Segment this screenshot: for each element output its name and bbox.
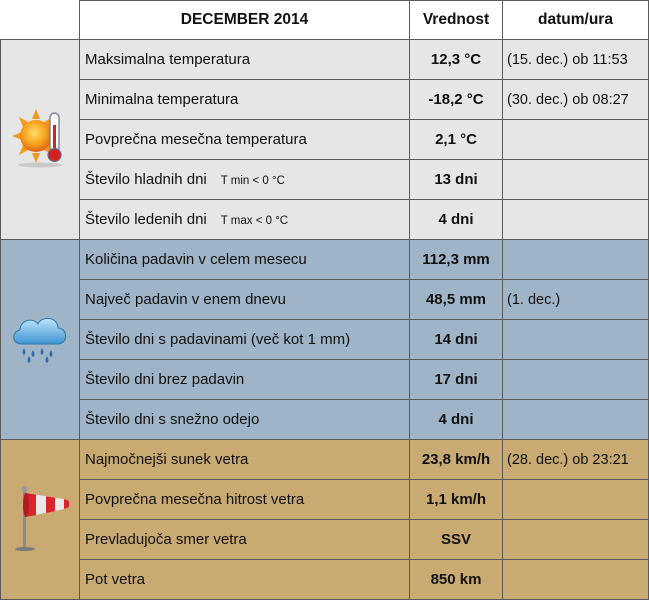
row-value: 17 dni bbox=[410, 360, 503, 400]
row-label: Število dni brez padavin bbox=[80, 360, 410, 400]
row-value: -18,2 °C bbox=[410, 80, 503, 120]
row-value: 23,8 km/h bbox=[410, 440, 503, 480]
row-date: (28. dec.) ob 23:21 bbox=[503, 440, 649, 480]
row-label: Maksimalna temperatura bbox=[80, 40, 410, 80]
table-row bbox=[1, 120, 649, 160]
value-column-header: Vrednost bbox=[410, 1, 503, 40]
temperature-group bbox=[1, 40, 649, 240]
row-label: Število hladnih dni T min < 0 °C bbox=[80, 160, 410, 200]
row-label: Minimalna temperatura bbox=[80, 80, 410, 120]
table-row bbox=[1, 320, 649, 360]
row-label: Število dni s padavinami (več kot 1 mm) bbox=[80, 320, 410, 360]
table-row bbox=[1, 40, 649, 80]
row-label: Število dni s snežno odejo bbox=[80, 400, 410, 440]
wind-group bbox=[1, 440, 649, 600]
table-row bbox=[1, 280, 649, 320]
row-label: Največ padavin v enem dnevu bbox=[80, 280, 410, 320]
table-row bbox=[1, 360, 649, 400]
sun-thermometer-icon bbox=[10, 107, 70, 169]
precipitation-icon-cell bbox=[1, 240, 80, 440]
table-row bbox=[1, 440, 649, 480]
wind-icon-cell bbox=[1, 440, 80, 600]
row-value: 4 dni bbox=[410, 400, 503, 440]
windsock-icon bbox=[9, 483, 71, 553]
row-value: 850 km bbox=[410, 560, 503, 600]
date-column-header: datum/ura bbox=[503, 1, 649, 40]
row-label: Najmočnejši sunek vetra bbox=[80, 440, 410, 480]
row-date: (15. dec.) ob 11:53 bbox=[503, 40, 649, 80]
corner-cell bbox=[1, 1, 80, 40]
rain-cloud-icon bbox=[9, 310, 71, 366]
row-date bbox=[503, 480, 649, 520]
row-value: 4 dni bbox=[410, 200, 503, 240]
row-date bbox=[503, 320, 649, 360]
table-row bbox=[1, 560, 649, 600]
row-value: 12,3 °C bbox=[410, 40, 503, 80]
table-row bbox=[1, 200, 649, 240]
row-date bbox=[503, 360, 649, 400]
row-value: 14 dni bbox=[410, 320, 503, 360]
row-date: (1. dec.) bbox=[503, 280, 649, 320]
row-label: Povprečna mesečna temperatura bbox=[80, 120, 410, 160]
row-date bbox=[503, 200, 649, 240]
row-label: Pot vetra bbox=[80, 560, 410, 600]
row-date bbox=[503, 240, 649, 280]
table-row bbox=[1, 240, 649, 280]
row-value: 112,3 mm bbox=[410, 240, 503, 280]
table-row bbox=[1, 160, 649, 200]
row-label: Povprečna mesečna hitrost vetra bbox=[80, 480, 410, 520]
row-date bbox=[503, 560, 649, 600]
row-date bbox=[503, 520, 649, 560]
row-value: 2,1 °C bbox=[410, 120, 503, 160]
month-header: DECEMBER 2014 bbox=[80, 1, 410, 40]
row-value: 13 dni bbox=[410, 160, 503, 200]
row-date: (30. dec.) ob 08:27 bbox=[503, 80, 649, 120]
row-label: Prevladujoča smer vetra bbox=[80, 520, 410, 560]
row-date bbox=[503, 160, 649, 200]
row-value: SSV bbox=[410, 520, 503, 560]
precipitation-group bbox=[1, 240, 649, 440]
table-row bbox=[1, 80, 649, 120]
row-value: 1,1 km/h bbox=[410, 480, 503, 520]
table-row bbox=[1, 480, 649, 520]
temperature-icon-cell bbox=[1, 40, 80, 240]
row-label: Količina padavin v celem mesecu bbox=[80, 240, 410, 280]
row-value: 48,5 mm bbox=[410, 280, 503, 320]
row-date bbox=[503, 400, 649, 440]
table-row bbox=[1, 520, 649, 560]
row-label: Število ledenih dni T max < 0 °C bbox=[80, 200, 410, 240]
table-row bbox=[1, 400, 649, 440]
row-date bbox=[503, 120, 649, 160]
